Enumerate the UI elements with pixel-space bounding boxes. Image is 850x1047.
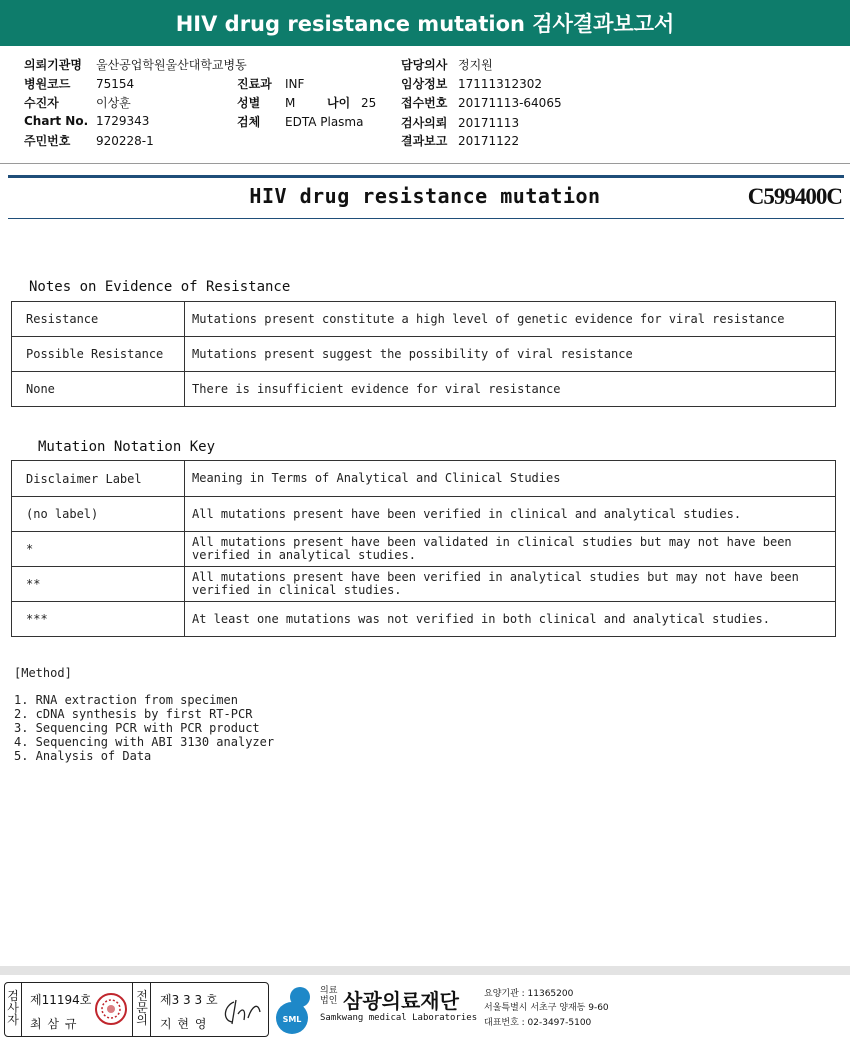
notes-label: None — [12, 372, 185, 407]
title-rule-top — [8, 175, 844, 178]
clinical-row — [401, 75, 542, 92]
report-label: 결과보고 — [401, 134, 448, 148]
chart-label: Chart No. — [24, 114, 89, 128]
footer-bar — [0, 966, 850, 975]
institution-label: 의뢰기관명 — [24, 58, 82, 72]
key-text: Meaning in Terms of Analytical and Clinical Studies — [185, 461, 836, 497]
signature-divider — [150, 982, 151, 1037]
table-row — [12, 532, 836, 567]
signature-icon — [220, 994, 262, 1028]
notes-label: Resistance — [12, 302, 185, 337]
specialist-name: 지 현 영 — [160, 1017, 208, 1031]
title-rule-bottom — [8, 218, 844, 219]
key-text: All mutations present have been verified in clinical and analytical studies. — [185, 497, 836, 532]
doctor-row — [401, 56, 493, 73]
method-step: 1. RNA extraction from specimen — [14, 693, 238, 707]
doctor-value: 정지원 — [458, 58, 493, 72]
table-row — [12, 602, 836, 637]
key-label: Disclaimer Label — [12, 461, 185, 497]
sex-label: 성별 — [237, 96, 261, 110]
notes-text: There is insufficient evidence for viral resistance — [185, 372, 836, 407]
dept-row — [237, 75, 304, 92]
specialist-number: 제3 3 3 호 — [160, 993, 218, 1007]
hospital-code-value: 75154 — [96, 77, 135, 91]
org-english-name: Samkwang medical Laboratories — [320, 1013, 478, 1023]
chart-value: 1729343 — [96, 114, 150, 128]
table-row — [12, 337, 836, 372]
notes-title: Notes on Evidence of Resistance — [29, 279, 291, 295]
notes-table — [11, 301, 836, 407]
org-code: 요양기관 : 11365200 — [484, 989, 574, 999]
table-row — [12, 461, 836, 497]
dept-label: 진료과 — [237, 77, 272, 91]
key-label: *** — [12, 602, 185, 637]
specimen-row — [237, 113, 363, 130]
key-label: (no label) — [12, 497, 185, 532]
receipt-value: 20171113-64065 — [458, 96, 562, 110]
institution-row — [24, 56, 247, 73]
clinical-label: 임상정보 — [401, 77, 448, 91]
sex-value: M — [285, 96, 296, 110]
request-value: 20171113 — [458, 116, 520, 130]
patient-label: 수진자 — [24, 96, 59, 110]
method-step: 3. Sequencing PCR with PCR product — [14, 721, 260, 735]
doctor-label: 담당의사 — [401, 58, 448, 72]
report-value: 20171122 — [458, 134, 520, 148]
key-label: * — [12, 532, 185, 567]
table-row — [12, 497, 836, 532]
table-row — [12, 302, 836, 337]
patient-value: 이상훈 — [96, 96, 131, 110]
examiner-number: 제11194호 — [30, 993, 92, 1007]
method-step: 4. Sequencing with ABI 3130 analyzer — [14, 735, 275, 749]
hospital-code-row — [24, 75, 134, 92]
mutation-key-title: Mutation Notation Key — [38, 439, 216, 455]
document-title: HIV drug resistance mutation — [249, 184, 601, 208]
report-title-band — [0, 0, 850, 46]
resident-value: 920228-1 — [96, 134, 154, 148]
age-label: 나이 — [327, 96, 351, 110]
chart-row — [24, 114, 149, 128]
specialist-label: 전문의 — [136, 989, 148, 1027]
key-text: All mutations present have been verified in analytical studies but may not have been verified in clinical studies. — [185, 567, 836, 602]
specimen-value: EDTA Plasma — [285, 115, 364, 129]
key-text: All mutations present have been validated in clinical studies but may not have been verified in analytical studies. — [185, 532, 836, 567]
resident-label: 주민번호 — [24, 134, 71, 148]
notes-label: Possible Resistance — [12, 337, 185, 372]
sml-logo-icon — [270, 984, 318, 1036]
examiner-name: 최 삼 규 — [30, 1017, 78, 1031]
document-code: C599400C — [747, 184, 842, 209]
org-address: 서울특별시 서초구 양재동 9-60 — [484, 1003, 609, 1013]
institution-value: 울산공업학원울산대학교병동 — [96, 58, 247, 72]
table-row — [12, 567, 836, 602]
report-row — [401, 132, 519, 149]
method-step: 5. Analysis of Data — [14, 749, 152, 763]
table-row — [12, 372, 836, 407]
signature-divider — [132, 982, 133, 1037]
org-name: 삼광의료재단 — [343, 989, 459, 1013]
mutation-key-table — [11, 460, 836, 637]
header-divider — [0, 163, 850, 164]
examiner-label: 검사자 — [7, 989, 19, 1027]
org-phone: 대표번호 : 02-3497-5100 — [484, 1018, 592, 1028]
key-label: ** — [12, 567, 185, 602]
specimen-label: 검체 — [237, 115, 261, 129]
receipt-label: 접수번호 — [401, 96, 448, 110]
signature-divider — [21, 982, 22, 1037]
patient-row — [24, 94, 131, 111]
report-title: HIV drug resistance mutation 검사결과보고서 — [175, 12, 675, 36]
request-label: 검사의뢰 — [401, 116, 448, 130]
request-row — [401, 114, 519, 131]
age-value: 25 — [361, 96, 377, 110]
resident-row — [24, 132, 154, 149]
receipt-row — [401, 94, 562, 111]
sml-logo-text: SML — [282, 1015, 302, 1024]
seal-stamp-icon — [94, 992, 128, 1026]
sex-row — [237, 94, 376, 111]
dept-value: INF — [285, 77, 305, 91]
key-text: At least one mutations was not verified in both clinical and analytical studies. — [185, 602, 836, 637]
notes-text: Mutations present suggest the possibility of viral resistance — [185, 337, 836, 372]
notes-text: Mutations present constitute a high level of genetic evidence for viral resistance — [185, 302, 836, 337]
org-prefix: 의료법인 — [320, 986, 338, 1006]
clinical-value: 17111312302 — [458, 77, 542, 91]
hospital-code-label: 병원코드 — [24, 77, 71, 91]
method-title: [Method] — [14, 666, 72, 680]
method-step: 2. cDNA synthesis by first RT-PCR — [14, 707, 253, 721]
